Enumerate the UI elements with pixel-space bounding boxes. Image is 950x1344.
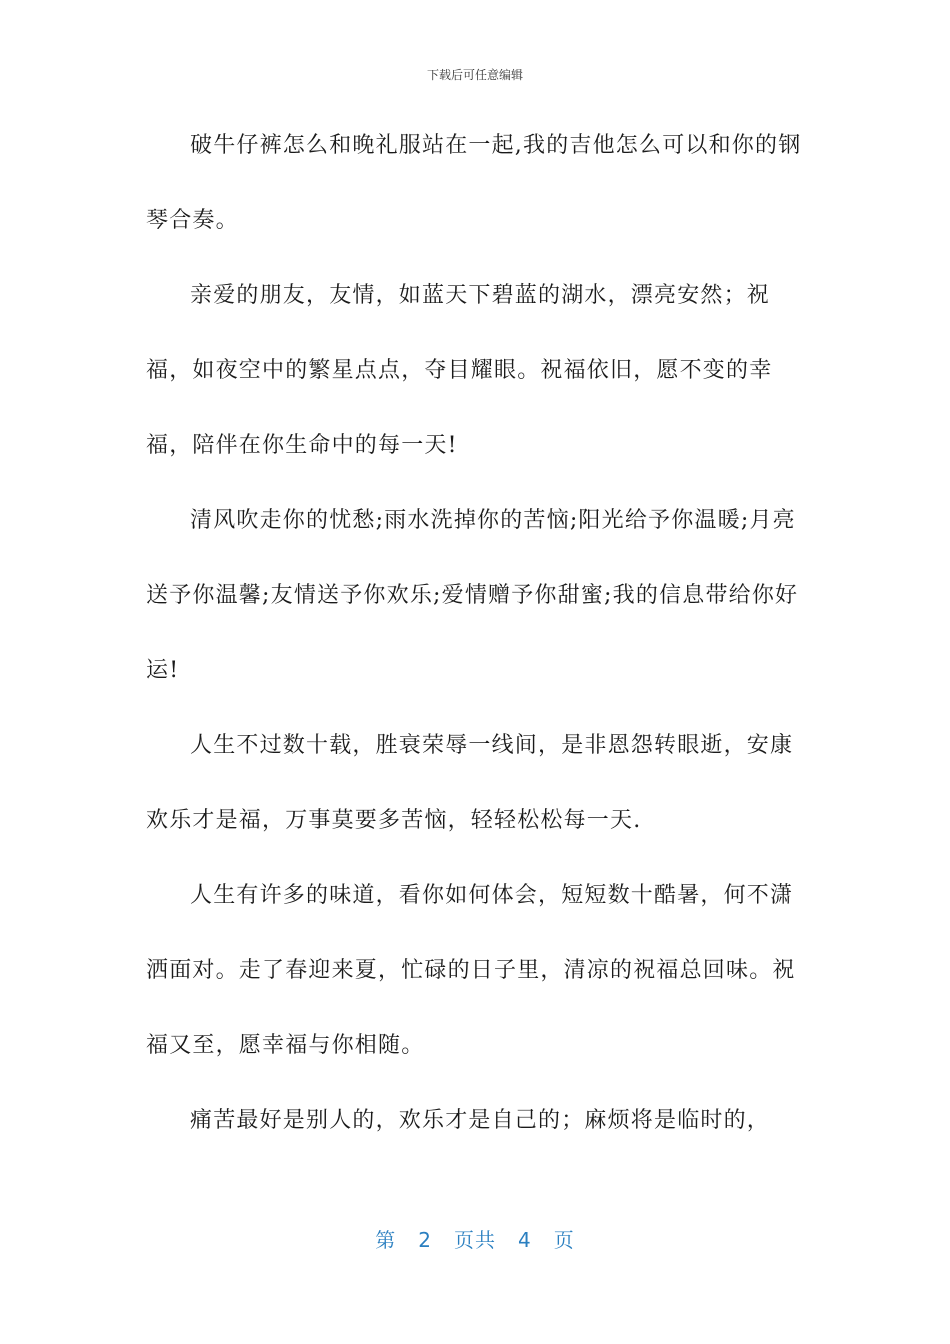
paragraph: 清风吹走你的忧愁;雨水洗掉你的苦恼;阳光给予你温暖;月亮送予你温馨;友情送予你欢乐;爱情赠予你甜蜜;我的信息带给你好运! [146, 508, 799, 683]
paragraph: 痛苦最好是别人的，欢乐才是自己的；麻烦将是临时的， [190, 1108, 771, 1133]
current-page-number: 2 [418, 1228, 432, 1252]
paragraph: 亲爱的朋友，友情，如蓝天下碧蓝的湖水，漂亮安然；祝福，如夜空中的繁星点点，夺目耀眼。祝福依旧，愿不变的幸福，陪伴在你生命中的每一天! [146, 283, 773, 458]
paragraph: 人生不过数十载，胜衰荣辱一线间，是非恩怨转眼逝，安康欢乐才是福，万事莫要多苦恼，轻轻松松每一天. [146, 733, 794, 833]
page-number-footer [0, 1224, 950, 1253]
paragraph: 人生有许多的味道，看你如何体会，短短数十酷暑，何不潇洒面对。走了春迎来夏，忙碌的日子里，清凉的祝福总回味。祝福又至，愿幸福与你相随。 [146, 883, 796, 1058]
footer-middle: 页共 [454, 1228, 496, 1252]
footer-prefix: 第 [375, 1228, 397, 1252]
footer-suffix: 页 [553, 1228, 575, 1252]
header-note: 下载后可任意编辑 [426, 68, 523, 82]
paragraph: 破牛仔裤怎么和晚礼服站在一起,我的吉他怎么可以和你的钢琴合奏。 [146, 133, 802, 233]
total-pages-number: 4 [518, 1228, 532, 1252]
document-body [146, 108, 810, 1158]
